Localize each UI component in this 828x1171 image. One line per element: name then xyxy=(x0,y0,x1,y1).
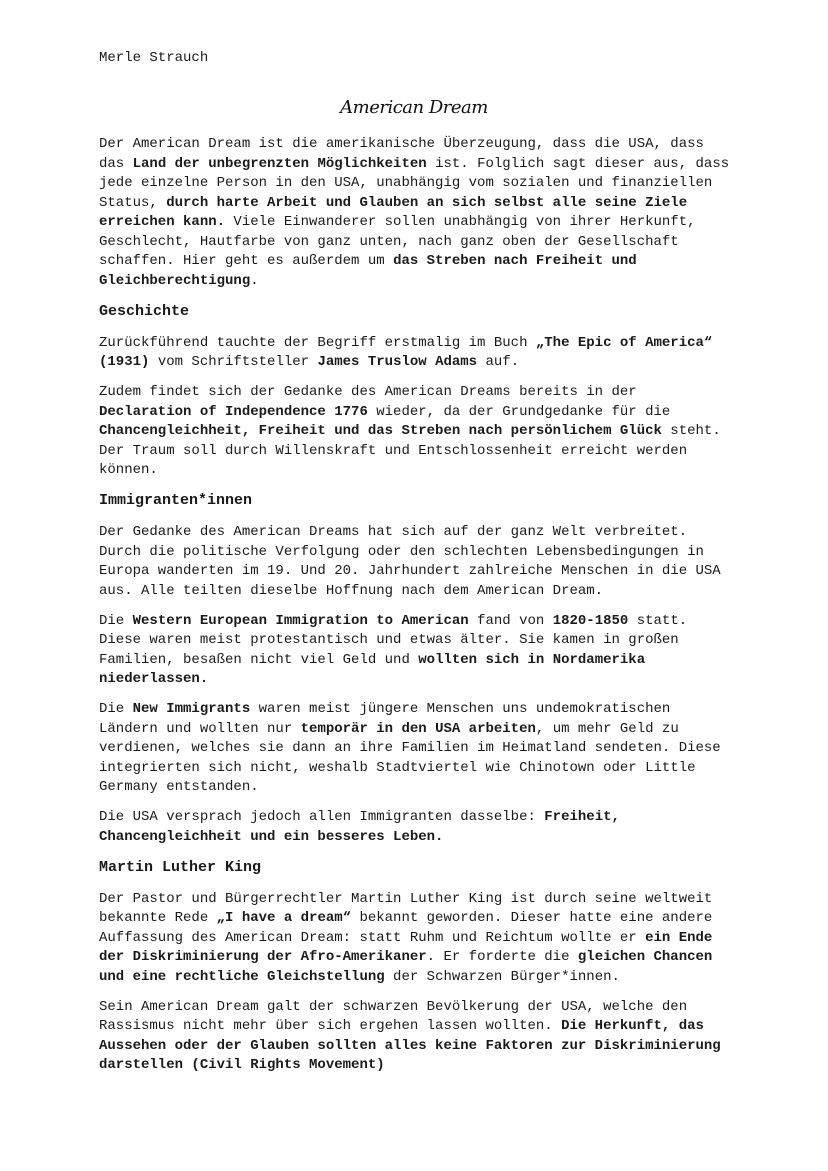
text: Diese waren meist protestantisch und etwas älter. Sie kamen in großen xyxy=(99,632,679,648)
bold-text: durch harte Arbeit und Glauben an sich selbst alle seine Ziele xyxy=(166,194,688,211)
text: wieder, da der Grundgedanke für die xyxy=(367,403,671,420)
text-line xyxy=(99,233,739,253)
text-line xyxy=(99,213,739,233)
text: integrierten sich nicht, weshalb Stadtviertel wie Chinotown oder Little xyxy=(99,759,696,776)
text: Zudem findet sich der Gedanke des American Dreams bereits in der xyxy=(99,384,637,400)
bold-text: temporär in den USA arbeiten xyxy=(300,720,536,737)
text: Europa wanderten im 19. Und 20. Jahrhundert zahlreiche Menschen in die USA xyxy=(99,563,721,579)
text-line xyxy=(99,155,739,175)
paragraph xyxy=(99,808,739,847)
document-body xyxy=(99,135,739,1086)
text: Die xyxy=(99,612,133,629)
text-line xyxy=(99,778,739,798)
text-line xyxy=(99,1017,739,1037)
text-line xyxy=(99,759,739,779)
bold-text: Land der unbegrenzten Möglichkeiten xyxy=(132,155,427,172)
text: Sein American Dream galt der schwarzen Bevölkerung der USA, welche den xyxy=(99,998,688,1015)
text: verdienen, welches sie dann an ihre Familien im Heimatland sendeten. Diese xyxy=(99,740,721,756)
text-line xyxy=(99,252,739,272)
paragraph xyxy=(99,700,739,798)
text: Status, xyxy=(99,194,167,211)
text-line xyxy=(99,461,739,481)
text: waren meist jüngere Menschen uns undemokratischen xyxy=(250,701,671,717)
text: Viele Einwanderer sollen unabhängig von ihrer Herkunft, xyxy=(225,214,696,230)
text: steht. xyxy=(661,423,721,439)
text: fand von xyxy=(468,612,553,629)
text: Der Gedanke des American Dreams hat sich auf der ganz Welt verbreitet. xyxy=(99,524,688,540)
bold-text: „The Epic of America“ xyxy=(535,334,713,351)
paragraph xyxy=(99,383,739,481)
text: Der Traum soll durch Willenskraft und Entschlossenheit erreicht werden xyxy=(99,442,688,459)
text-line xyxy=(99,422,739,442)
bold-text: Chancengleichheit und ein besseres Leben. xyxy=(99,828,444,845)
text: . xyxy=(250,272,259,289)
text-line xyxy=(99,929,739,949)
text-line xyxy=(99,739,739,759)
text-line xyxy=(99,1037,739,1057)
text: Ländern und wollten nur xyxy=(99,720,301,737)
text-line xyxy=(99,334,739,354)
text-line xyxy=(99,651,739,671)
text: schaffen. Hier geht es außerdem um xyxy=(99,253,394,269)
text: . Er forderte die xyxy=(426,949,578,965)
text-line xyxy=(99,272,739,292)
text-line xyxy=(99,194,739,214)
text: ist. Folglich sagt dieser aus, dass xyxy=(426,155,730,172)
text: Der Pastor und Bürgerrechtler Martin Luther King ist durch seine weltweit xyxy=(99,890,713,907)
text-line xyxy=(99,890,739,910)
bold-text: das Streben nach Freiheit und xyxy=(393,253,637,269)
text: Germany entstanden. xyxy=(99,779,259,795)
text: Der American Dream ist die amerikanische Überzeugung, dass die USA, dass xyxy=(99,136,704,152)
section-heading: Geschichte xyxy=(99,302,190,320)
bold-text: der Diskriminierung der Afro-Amerikaner xyxy=(99,949,427,965)
text-line xyxy=(99,968,739,988)
paragraph xyxy=(99,523,739,601)
text-line xyxy=(99,442,739,462)
text: , um mehr Geld zu xyxy=(535,720,679,737)
text-line xyxy=(99,998,739,1018)
section-heading: Immigranten*innen xyxy=(99,492,253,509)
text: Rassismus nicht mehr über sich ergehen lassen wollten. xyxy=(99,1018,562,1034)
text-line xyxy=(99,135,739,155)
paragraph xyxy=(99,890,739,988)
text: jede einzelne Person in den USA, unabhängig vom sozialen und finanziellen xyxy=(99,175,713,191)
paragraph xyxy=(99,135,739,291)
text-line xyxy=(99,582,739,602)
bold-text: darstellen (Civil Rights Movement) xyxy=(99,1057,385,1073)
bold-text: Gleichberechtigung xyxy=(99,272,251,289)
text: Die USA versprach jedoch allen Immigranten dasselbe: xyxy=(99,809,545,825)
text-line xyxy=(99,808,739,828)
text-line xyxy=(99,670,739,690)
bold-text: New Immigrants xyxy=(132,701,251,717)
bold-text: Western European Immigration to American xyxy=(132,612,469,629)
text: aus. Alle teilten dieselbe Hoffnung nach dem American Dream. xyxy=(99,582,604,599)
text-line xyxy=(99,828,739,848)
document-title: American Dream xyxy=(340,97,488,118)
text-line xyxy=(99,631,739,651)
bold-text: niederlassen. xyxy=(99,671,209,687)
bold-text: „I have a dream“ xyxy=(216,910,352,926)
text: der Schwarzen Bürger*innen. xyxy=(384,968,620,985)
text: statt. xyxy=(628,612,688,629)
text-line xyxy=(99,383,739,403)
bold-text: Aussehen oder der Glauben sollten alles keine Faktoren zur Diskriminierung xyxy=(99,1037,721,1054)
paragraph xyxy=(99,612,739,690)
bold-text: Declaration of Independence 1776 xyxy=(99,403,368,420)
bold-text: Die Herkunft, das xyxy=(561,1018,704,1034)
text: Familien, besaßen nicht viel Geld und xyxy=(99,651,419,668)
text: bekannte Rede xyxy=(99,910,217,926)
author-name: Merle Strauch xyxy=(99,50,209,66)
text: Geschlecht, Hautfarbe von ganz unten, nach ganz oben der Gesellschaft xyxy=(99,233,679,250)
text-line xyxy=(99,403,739,423)
text: vom Schriftsteller xyxy=(149,354,318,370)
text-line xyxy=(99,909,739,929)
text: können. xyxy=(99,462,158,478)
text-line xyxy=(99,174,739,194)
text-line xyxy=(99,948,739,968)
section-heading: Martin Luther King xyxy=(99,858,262,876)
bold-text: gleichen Chancen xyxy=(577,949,713,965)
text: Zurückführend tauchte der Begriff erstmalig im Buch xyxy=(99,334,536,351)
bold-text: wollten sich in Nordamerika xyxy=(418,651,646,668)
text: auf. xyxy=(477,354,520,370)
bold-text: ein Ende xyxy=(645,929,713,946)
text: bekannt geworden. Dieser hatte eine andere xyxy=(351,910,713,926)
text-line xyxy=(99,612,739,632)
paragraph xyxy=(99,334,739,373)
bold-text: 1820-1850 xyxy=(552,612,629,629)
text-line xyxy=(99,543,739,563)
text-line xyxy=(99,523,739,543)
text: Die xyxy=(99,701,133,717)
bold-text: (1931) xyxy=(99,354,150,370)
text: das xyxy=(99,155,133,172)
paragraph xyxy=(99,998,739,1076)
text-line xyxy=(99,562,739,582)
text: Durch die politische Verfolgung oder den schlechten Lebensbedingungen in xyxy=(99,543,704,560)
text-line xyxy=(99,353,739,373)
text: Auffassung des American Dream: statt Ruhm und Reichtum wollte er xyxy=(99,929,646,946)
bold-text: Freiheit, xyxy=(544,809,620,825)
text-line xyxy=(99,720,739,740)
bold-text: und eine rechtliche Gleichstellung xyxy=(99,968,385,985)
bold-text: James Truslow Adams xyxy=(317,354,478,370)
bold-text: erreichen kann. xyxy=(99,214,226,230)
text-line xyxy=(99,1056,739,1076)
bold-text: Chancengleichheit, Freiheit und das Streben nach persönlichem Glück xyxy=(99,423,662,439)
text-line xyxy=(99,700,739,720)
